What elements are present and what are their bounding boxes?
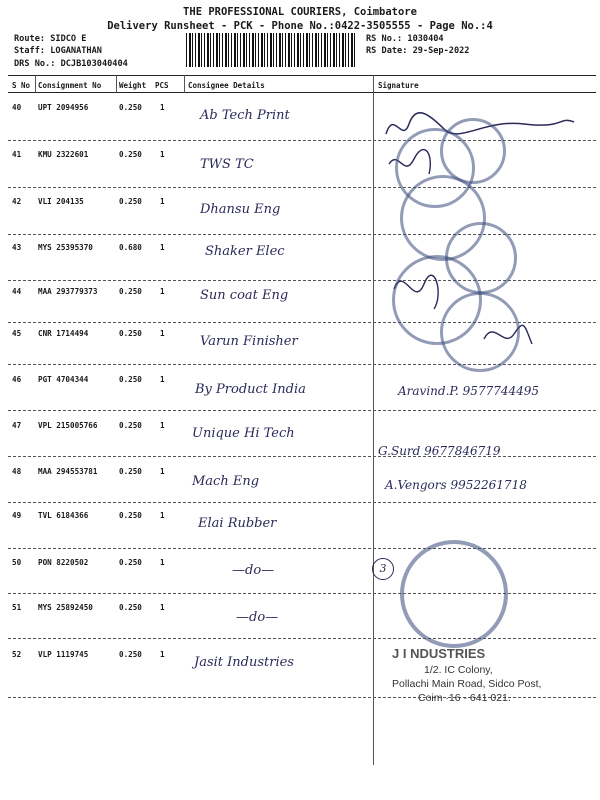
row-consignee: Jasit Industries: [194, 655, 294, 670]
table-header-border: [8, 92, 596, 93]
row-pcs: 1: [160, 375, 165, 384]
row-sno: 43: [12, 243, 22, 252]
row-consignee: Unique Hi Tech: [192, 426, 295, 441]
column-divider: [35, 75, 36, 93]
row-consignee: —do—: [232, 563, 275, 578]
col-header-weight: Weight: [119, 81, 147, 90]
row-pcs: 1: [160, 511, 165, 520]
row-weight: 0.680: [119, 243, 142, 252]
rubber-stamp: [400, 540, 508, 648]
row-pcs: 1: [160, 243, 165, 252]
col-header-sno: S No: [12, 81, 31, 90]
row-consignment: PON 8220502: [38, 558, 89, 567]
row-consignment: PGT 4704344: [38, 375, 89, 384]
row-sno: 50: [12, 558, 22, 567]
row-sno: 51: [12, 603, 22, 612]
row-consignment: MAA 294553781: [38, 467, 98, 476]
rs-number: RS No.: 1030404: [366, 34, 444, 44]
row-consignee: Sun coat Eng: [200, 288, 289, 303]
row-sno: 45: [12, 329, 22, 338]
row-weight: 0.250: [119, 421, 142, 430]
row-sno: 42: [12, 197, 22, 206]
row-consignee: TWS TC: [200, 157, 254, 172]
row-consignment: KMU 2322601: [38, 150, 89, 159]
row-consignment: MYS 25395370: [38, 243, 93, 252]
company-title: THE PROFESSIONAL COURIERS, Coimbatore: [183, 6, 417, 18]
row-pcs: 1: [160, 558, 165, 567]
row-consignee: —do—: [236, 610, 279, 625]
row-pcs: 1: [160, 467, 165, 476]
rubber-stamp: [440, 292, 520, 372]
row-consignee: Mach Eng: [192, 474, 260, 489]
row-consignment: UPT 2094956: [38, 103, 89, 112]
row-sno: 48: [12, 467, 22, 476]
barcode-image: [186, 33, 356, 67]
col-header-pcs: PCS: [155, 81, 169, 90]
staff-label: Staff: LOGANATHAN: [14, 46, 102, 56]
row-weight: 0.250: [119, 150, 142, 159]
row-consignment: CNR 1714494: [38, 329, 89, 338]
row-pcs: 1: [160, 329, 165, 338]
row-consignment: VPL 215005766: [38, 421, 98, 430]
company-stamp-line2: Pollachi Main Road, Sidco Post,: [392, 678, 542, 690]
row-pcs: 1: [160, 650, 165, 659]
row-pcs: 1: [160, 103, 165, 112]
company-stamp-line1: 1/2. IC Colony,: [424, 664, 493, 676]
row-consignment: MYS 25892450: [38, 603, 93, 612]
table-top-border: [8, 75, 596, 76]
row-consignment: MAA 293779373: [38, 287, 98, 296]
row-consignee: Ab Tech Print: [200, 108, 290, 123]
row-weight: 0.250: [119, 511, 142, 520]
column-divider: [116, 75, 117, 93]
row-consignment: VLI 204135: [38, 197, 84, 206]
col-header-consignment: Consignment No: [38, 81, 102, 90]
row-pcs: 1: [160, 197, 165, 206]
row-consignee: Shaker Elec: [205, 244, 285, 259]
row-pcs: 1: [160, 421, 165, 430]
column-divider: [184, 75, 185, 93]
row-signature: A.Vengors 9952261718: [385, 478, 527, 492]
row-pcs: 1: [160, 287, 165, 296]
row-consignee: Dhansu Eng: [200, 202, 281, 217]
company-stamp-name: J I NDUSTRIES: [392, 646, 486, 661]
row-sno: 44: [12, 287, 22, 296]
row-weight: 0.250: [119, 375, 142, 384]
rubber-stamp: [440, 118, 506, 184]
row-weight: 0.250: [119, 650, 142, 659]
row-weight: 0.250: [119, 103, 142, 112]
row-weight: 0.250: [119, 558, 142, 567]
row-pcs: 1: [160, 150, 165, 159]
route-label: Route: SIDCO E: [14, 34, 87, 44]
row-consignment: TVL 6184366: [38, 511, 89, 520]
row-sno: 41: [12, 150, 22, 159]
row-consignee: Elai Rubber: [198, 516, 277, 531]
row-sno: 49: [12, 511, 22, 520]
company-stamp-line3: Coim ·16 - 641 021.: [418, 692, 511, 704]
col-header-signature: Signature: [378, 81, 419, 90]
row-weight: 0.250: [119, 603, 142, 612]
row-consignee: Varun Finisher: [200, 334, 298, 349]
row-pcs: 1: [160, 603, 165, 612]
row-sno: 47: [12, 421, 22, 430]
row-sno: 40: [12, 103, 22, 112]
row-consignment: VLP 1119745: [38, 650, 89, 659]
row-weight: 0.250: [119, 467, 142, 476]
runsheet-subtitle: Delivery Runsheet - PCK - Phone No.:0422-3505555 - Page No.:4: [107, 20, 493, 32]
rs-date: RS Date: 29-Sep-2022: [366, 46, 470, 56]
row-weight: 0.250: [119, 197, 142, 206]
row-weight: 0.250: [119, 329, 142, 338]
row-signature: G.Surd 9677846719: [378, 444, 501, 458]
row-consignee: By Product India: [195, 382, 306, 397]
circled-annotation: 3: [372, 558, 394, 580]
col-header-consignee: Consignee Details: [188, 81, 265, 90]
row-sno: 46: [12, 375, 22, 384]
row-signature: Aravind.P. 9577744495: [398, 384, 540, 398]
drs-number: DRS No.: DCJB103040404: [14, 59, 128, 69]
row-weight: 0.250: [119, 287, 142, 296]
row-sno: 52: [12, 650, 22, 659]
